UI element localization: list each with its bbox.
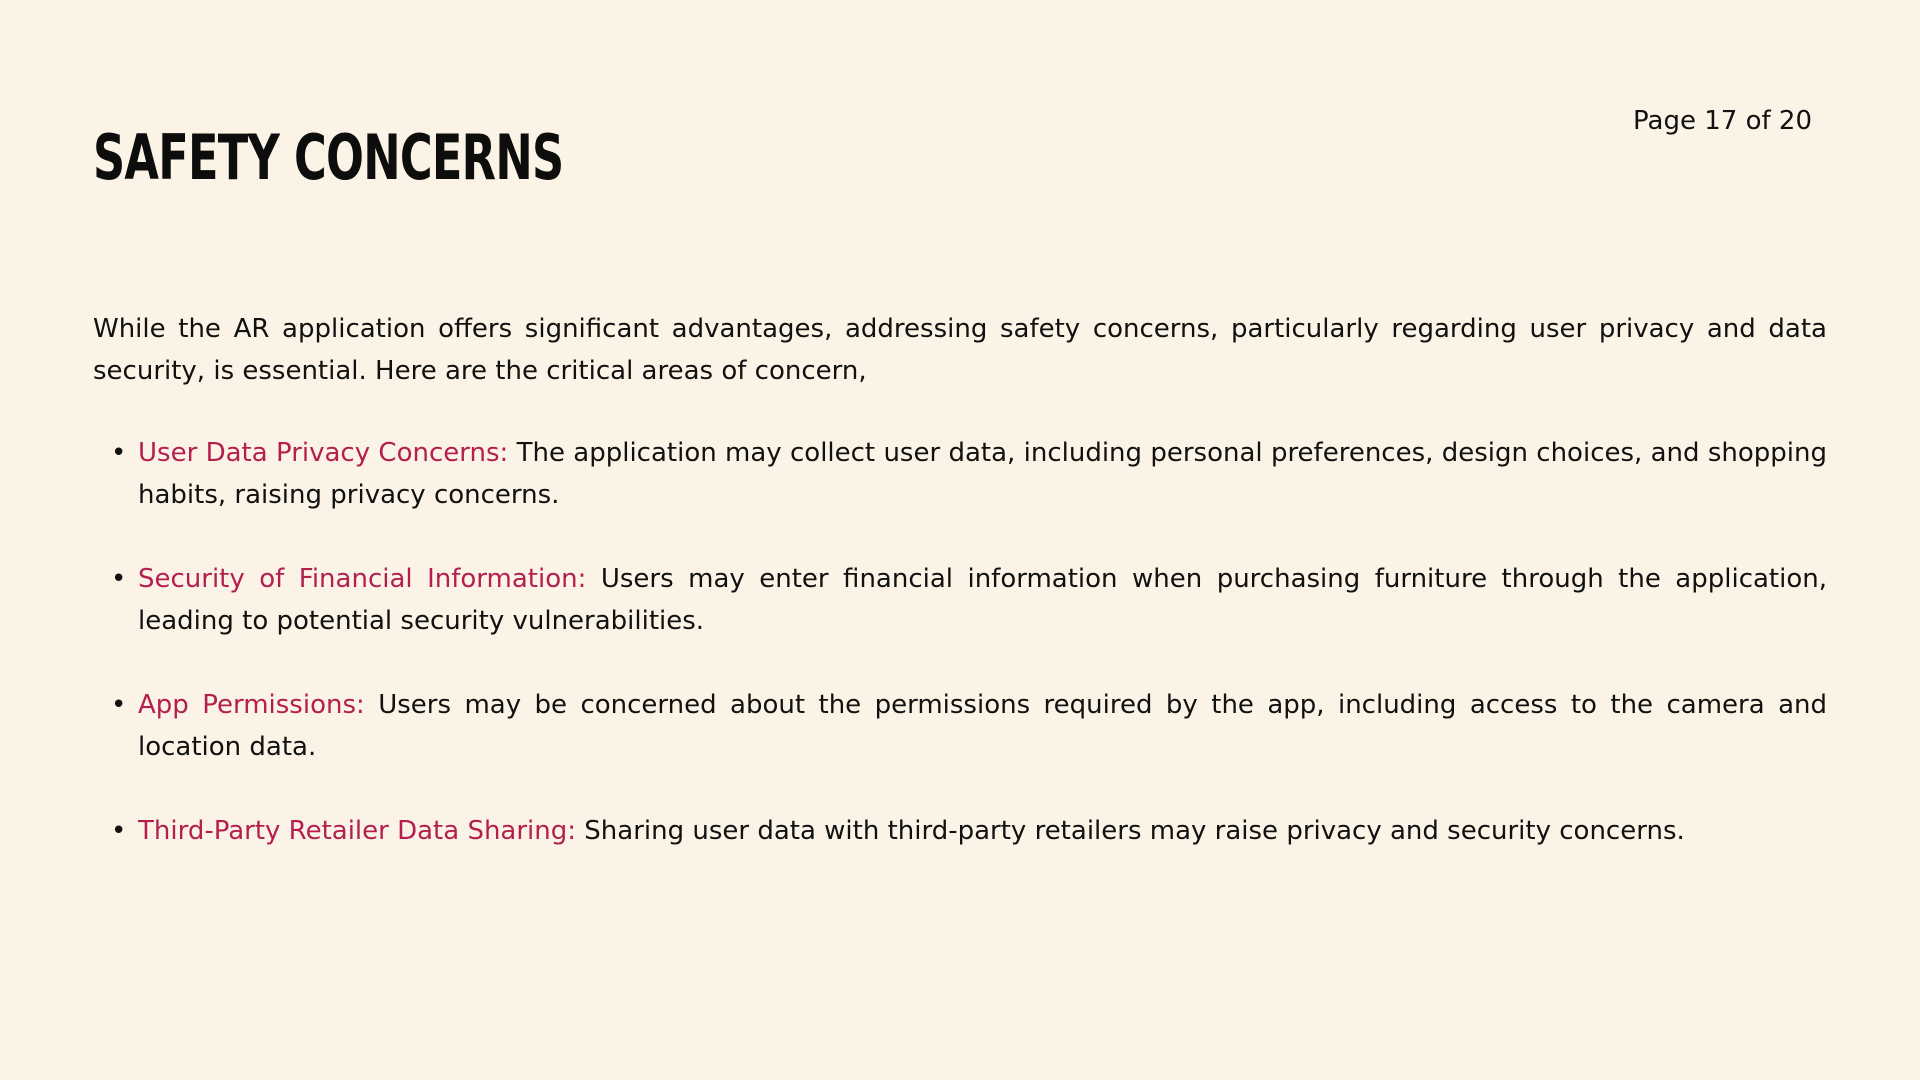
list-item	[93, 558, 1827, 642]
concerns-list	[93, 432, 1827, 852]
bullet-dot-icon: •	[111, 564, 127, 594]
bullet-dot-icon: •	[111, 816, 127, 846]
concern-title: User Data Privacy Concerns:	[138, 438, 509, 468]
content-body	[93, 308, 1827, 894]
list-item	[93, 684, 1827, 768]
concern-title: App Permissions:	[138, 690, 365, 720]
concern-text: The application may collect user data, including personal preferences, design choices, and shopping habits, raising privacy concerns.	[138, 438, 1827, 510]
list-item	[93, 432, 1827, 516]
concern-text: Users may enter financial information when purchasing furniture through the application, leading to potential security vulnerabilities.	[138, 564, 1827, 636]
intro-paragraph: While the AR application offers significant advantages, addressing safety concerns, particularly regarding user privacy and data security, is essential. Here are the critical areas of concern,	[93, 314, 1827, 386]
bullet-dot-icon: •	[111, 438, 127, 468]
list-item	[93, 810, 1827, 852]
page-number: Page 17 of 20	[1633, 106, 1812, 136]
concern-text: Users may be concerned about the permissions required by the app, including access to the camera and location data.	[138, 690, 1827, 762]
bullet-dot-icon: •	[111, 690, 127, 720]
concern-text: Sharing user data with third-party retailers may raise privacy and security concerns.	[584, 816, 1685, 846]
concern-title: Third-Party Retailer Data Sharing:	[138, 816, 577, 846]
concern-title: Security of Financial Information:	[138, 564, 587, 594]
page-title: SAFETY CONCERNS	[93, 121, 564, 194]
